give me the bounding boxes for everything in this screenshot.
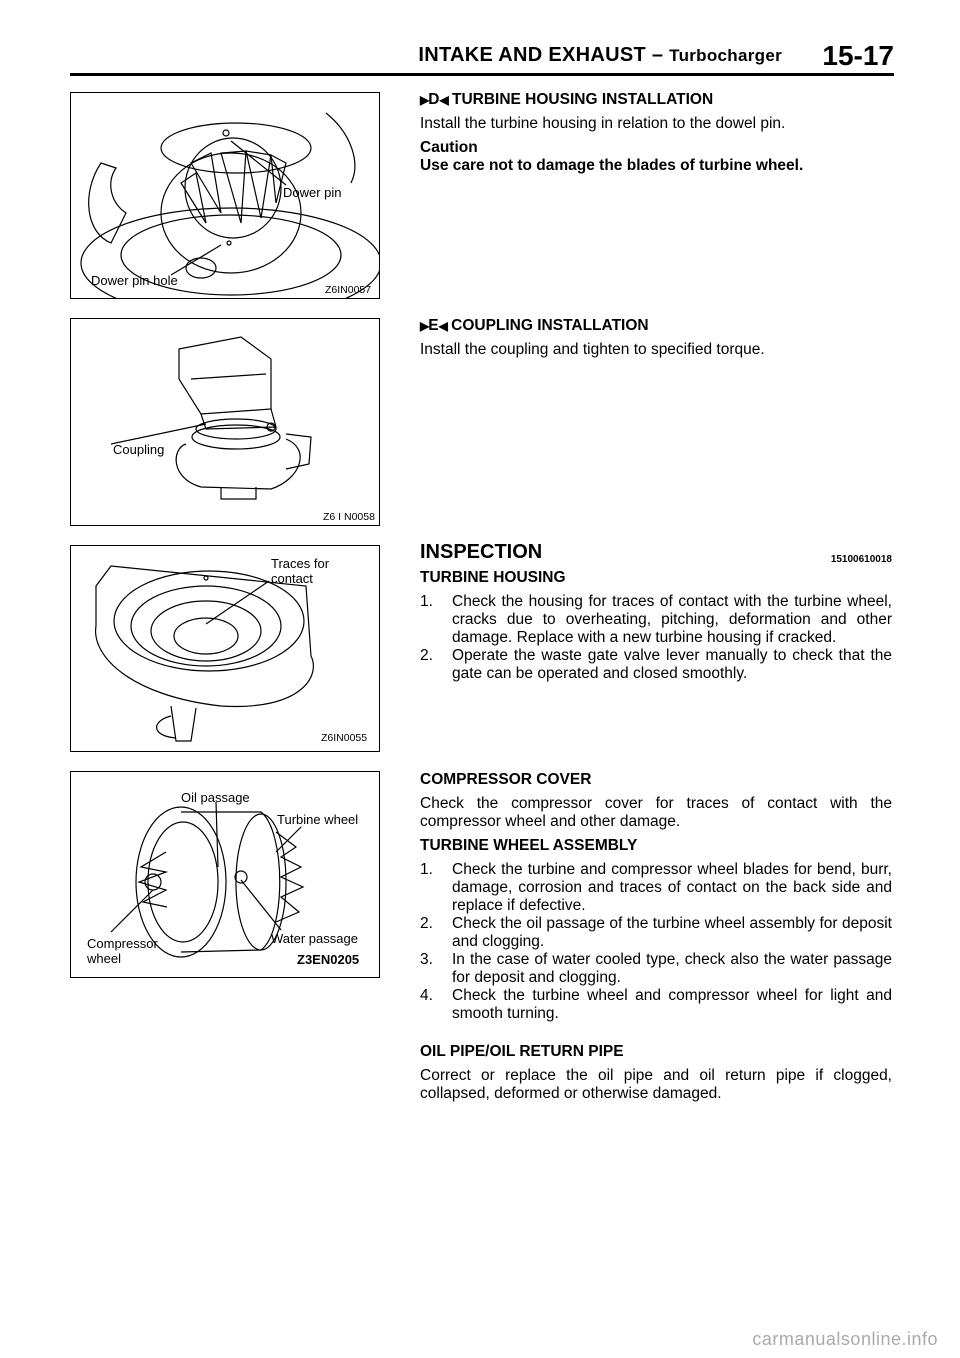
list-item: 2. Operate the waste gate valve lever manually to check that the gate can be operated and closed smoothly. [420, 647, 892, 682]
figure-code: Z6IN0057 [325, 284, 372, 296]
label-water-passage: Water passage [271, 931, 358, 946]
section-turbine-housing-installation [420, 91, 892, 175]
page-subtitle: Turbocharger [669, 46, 782, 65]
paragraph: Correct or replace the oil pipe and oil return pipe if clogged, collapsed, deformed or otherwise damaged. [420, 1067, 892, 1102]
section-heading: ▶D◀ TURBINE HOUSING INSTALLATION [420, 91, 714, 108]
list-item: 1. Check the turbine and compressor wheel blades for bend, burr, damage, corrosion and traces of contact on the back side and replace if defective. [420, 861, 892, 914]
triangle-right-icon: ▶ [420, 319, 429, 333]
list-item: 3. In the case of water cooled type, check also the water passage for deposit and clogging. [420, 951, 892, 986]
label-dower-pin: Dower pin [283, 185, 342, 200]
section-coupling-installation [420, 317, 892, 365]
paragraph: Install the coupling and tighten to specified torque. [420, 341, 765, 358]
label-coupling: Coupling [113, 442, 165, 457]
section-heading: ▶E◀ COUPLING INSTALLATION [420, 317, 649, 334]
figure-turbine-housing-dowel [70, 92, 380, 299]
figure-turbine-wheel-assembly [70, 771, 380, 978]
header-rule [70, 73, 894, 76]
page-number: 15-17 [822, 40, 894, 71]
figure-code: Z3EN0205 [297, 952, 360, 967]
figure-code: Z6IN0055 [321, 732, 368, 744]
subheading-compressor-cover: COMPRESSOR COVER [420, 771, 592, 788]
watermark: carmanualsonline.info [752, 1329, 938, 1349]
paragraph: Install the turbine housing in relation to the dowel pin. [420, 115, 786, 132]
paragraph: Check the compressor cover for traces of contact with the compressor wheel and other damage. [420, 795, 892, 830]
subheading-turbine-wheel-assembly: TURBINE WHEEL ASSEMBLY [420, 837, 638, 854]
page-header [70, 40, 894, 76]
coupling-illustration [71, 319, 379, 525]
triangle-left-icon: ◀ [439, 93, 448, 107]
caution-label: Caution [420, 139, 478, 156]
label-compressor-wheel: Compressor wheel [87, 936, 158, 966]
turbine-housing-list [420, 593, 892, 683]
turbine-wheel-assembly-list [420, 861, 892, 1023]
caution-text: Use care not to damage the blades of turbine wheel. [420, 157, 804, 174]
section-compressor-and-wheel [420, 771, 892, 1109]
subheading-oil-pipe: OIL PIPE/OIL RETURN PIPE [420, 1043, 624, 1060]
label-traces-for-contact: Traces for contact [271, 556, 330, 586]
triangle-left-icon: ◀ [438, 319, 447, 333]
label-oil-passage: Oil passage [181, 790, 250, 805]
label-turbine-wheel: Turbine wheel [277, 812, 359, 827]
section-inspection [420, 543, 892, 689]
figure-code: Z6 I N0058 [323, 511, 375, 523]
label-dower-pin-hole: Dower pin hole [91, 273, 178, 288]
list-item: 4. Check the turbine wheel and compressor wheel for light and smooth turning. [420, 987, 892, 1022]
reference-number: 15100610018 [830, 554, 892, 565]
list-item: 1. Check the housing for traces of contact with the turbine wheel, cracks due to overheating, pitching, deformation and other damage. Replace with a new turbine housing if cracked. [420, 593, 892, 646]
figure-coupling [70, 318, 380, 526]
inspection-heading: INSPECTION 15100610018 [420, 543, 892, 561]
page-title: INTAKE AND EXHAUST – Turbocharger [418, 44, 782, 66]
triangle-right-icon: ▶ [420, 93, 429, 107]
figure-turbine-housing-traces [70, 545, 380, 752]
list-item: 2. Check the oil passage of the turbine wheel assembly for deposit and clogging. [420, 915, 892, 950]
subheading-turbine-housing: TURBINE HOUSING [420, 569, 566, 586]
